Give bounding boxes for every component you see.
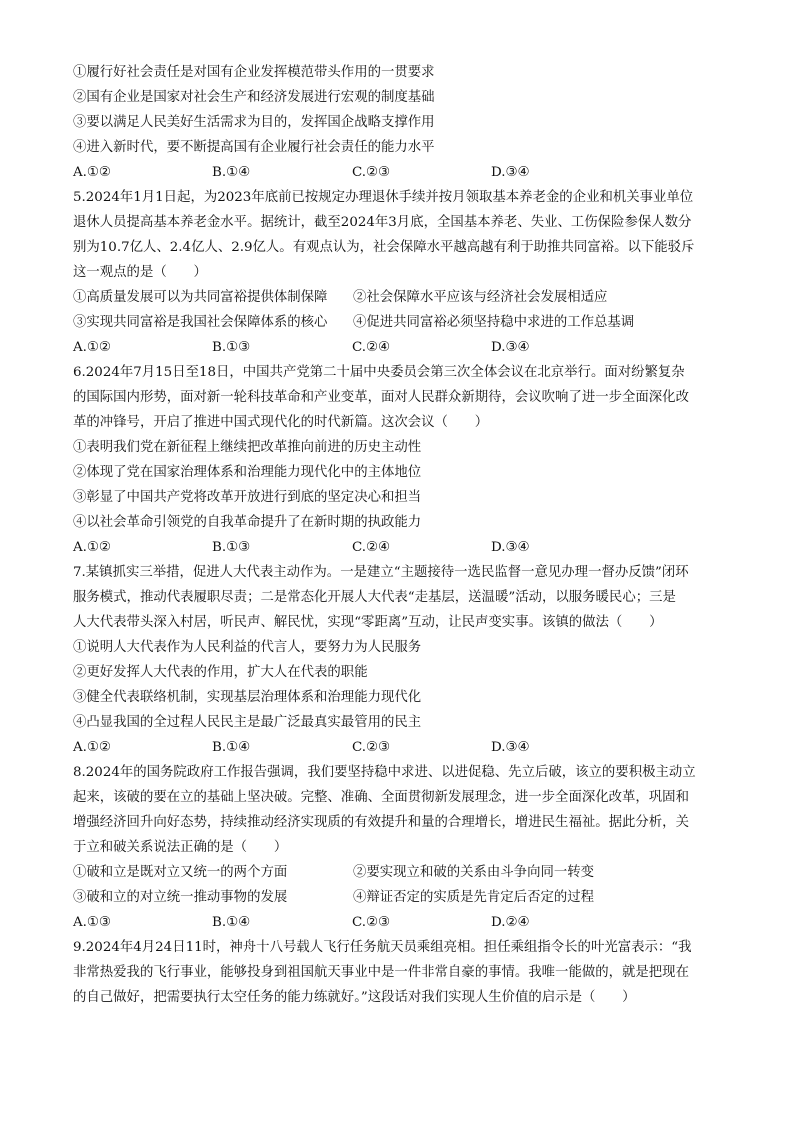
q8-option-a[interactable]: A.①③ bbox=[73, 915, 111, 930]
q6-option-c[interactable]: C.②④ bbox=[352, 540, 391, 555]
q5-option-a[interactable]: A.①② bbox=[73, 340, 111, 355]
q6-stem-line-2: 的国际国内形势，面对新一轮科技革命和产业变革，面对人民群众新期待，会议吹响了进一步全面深化改 bbox=[73, 390, 689, 405]
q5-option-b[interactable]: B.①③ bbox=[212, 340, 251, 355]
q4-item-3: ③要以满足人民美好生活需求为目的，发挥国企战略支撑作用 bbox=[73, 115, 435, 130]
q4-option-c[interactable]: C.②③ bbox=[352, 165, 391, 180]
q5-option-d[interactable]: D.③④ bbox=[491, 340, 530, 355]
q8-item-2: ②要实现立和破的关系由斗争向同一转变 bbox=[353, 865, 595, 880]
q5-item-3: ③实现共同富裕是我国社会保障体系的核心 bbox=[73, 315, 328, 330]
q6-item-2: ②体现了党在国家治理体系和治理能力现代化中的主体地位 bbox=[73, 465, 422, 480]
q7-item-1: ①说明人大代表作为人民利益的代言人，要努力为人民服务 bbox=[73, 640, 422, 655]
q8-stem-line-2: 起来，该破的要在立的基础上坚决破。完整、准确、全面贯彻新发展理念，进一步全面深化改革，巩固和 bbox=[73, 790, 689, 805]
q4-option-d[interactable]: D.③④ bbox=[491, 165, 530, 180]
q5-item-1: ①高质量发展可以为共同富裕提供体制保障 bbox=[73, 290, 328, 305]
q6-stem-line-3: 革的冲锋号，开启了推进中国式现代化的时代新篇。这次会议（ ） bbox=[73, 415, 489, 430]
q7-stem-line-1: 7.某镇抓实三举措，促进人大代表主动作为。一是建立“主题接待一选民监督一意见办理一督办反馈”闭环 bbox=[73, 565, 689, 580]
q6-item-3: ③彰显了中国共产党将改革开放进行到底的坚定决心和担当 bbox=[73, 490, 422, 505]
q8-stem-line-4: 于立和破关系说法正确的是（ ） bbox=[73, 840, 288, 855]
q4-item-2: ②国有企业是国家对社会生产和经济发展进行宏观的制度基础 bbox=[73, 90, 435, 105]
q5-stem-line-2: 退休人员提高基本养老金水平。据统计，截至2024年3月底，全国基本养老、失业、工伤保险参保人数分 bbox=[73, 215, 692, 230]
q8-option-d[interactable]: D.②④ bbox=[491, 915, 530, 930]
q7-option-c[interactable]: C.②③ bbox=[352, 740, 391, 755]
q8-option-c[interactable]: C.②③ bbox=[352, 915, 391, 930]
q7-option-d[interactable]: D.③④ bbox=[491, 740, 530, 755]
q5-stem-line-3: 别为10.7亿人、2.4亿人、2.9亿人。有观点认为，社会保障水平越高越有利于助推共同富裕。以下能驳斥 bbox=[73, 240, 695, 255]
q5-stem-line-4: 这一观点的是（ ） bbox=[73, 265, 207, 280]
q8-item-4: ④辩证否定的实质是先肯定后否定的过程 bbox=[353, 890, 595, 905]
q8-stem-line-1: 8.2024年的国务院政府工作报告强调，我们要坚持稳中求进、以进促稳、先立后破，该立的要积极主动立 bbox=[73, 765, 696, 780]
q9-stem-line-3: 的自己做好，把需要执行太空任务的能力练就好。”这段话对我们实现人生价值的启示是（ ） bbox=[73, 990, 636, 1005]
q6-option-d[interactable]: D.③④ bbox=[491, 540, 530, 555]
q7-item-4: ④凸显我国的全过程人民民主是最广泛最真实最管用的民主 bbox=[73, 715, 422, 730]
q9-stem-line-1: 9.2024年4月24日11时，神舟十八号载人飞行任务航天员乘组亮相。担任乘组指令长的叶光富表示：“我 bbox=[73, 940, 692, 955]
q7-option-b[interactable]: B.①④ bbox=[212, 740, 251, 755]
q8-item-1: ①破和立是既对立又统一的两个方面 bbox=[73, 865, 288, 880]
q4-item-4: ④进入新时代，要不断提高国有企业履行社会责任的能力水平 bbox=[73, 140, 435, 155]
q6-item-4: ④以社会革命引领党的自我革命提升了在新时期的执政能力 bbox=[73, 515, 422, 530]
q7-stem-line-2: 服务模式，推动代表履职尽责；二是常态化开展人大代表“走基层，送温暖”活动，以服务暖民心；三是 bbox=[73, 590, 676, 605]
q6-option-b[interactable]: B.①③ bbox=[212, 540, 251, 555]
q4-item-1: ①履行好社会责任是对国有企业发挥模范带头作用的一贯要求 bbox=[73, 65, 435, 80]
q6-item-1: ①表明我们党在新征程上继续把改革推向前进的历史主动性 bbox=[73, 440, 422, 455]
q5-option-c[interactable]: C.②④ bbox=[352, 340, 391, 355]
q6-stem-line-1: 6.2024年7月15日至18日，中国共产党第二十届中央委员会第三次全体会议在北京举行。面对纷繁复杂 bbox=[73, 365, 685, 380]
q5-stem-line-1: 5.2024年1月1日起，为2023年底前已按规定办理退休手续并按月领取基本养老金的企业和机关事业单位 bbox=[73, 190, 694, 205]
q4-option-a[interactable]: A.①② bbox=[73, 165, 111, 180]
q8-option-b[interactable]: B.①④ bbox=[212, 915, 251, 930]
q4-option-b[interactable]: B.①④ bbox=[212, 165, 251, 180]
q8-item-3: ③破和立的对立统一推动事物的发展 bbox=[73, 890, 288, 905]
q6-option-a[interactable]: A.①② bbox=[73, 540, 111, 555]
q5-item-2: ②社会保障水平应该与经济社会发展相适应 bbox=[353, 290, 608, 305]
q7-stem-line-3: 人大代表带头深入村居，听民声、解民忧，实现“零距离”互动，让民声变实事。该镇的做法（ ） bbox=[73, 615, 663, 630]
q7-item-2: ②更好发挥人大代表的作用，扩大人在代表的职能 bbox=[73, 665, 368, 680]
q7-item-3: ③健全代表联络机制，实现基层治理体系和治理能力现代化 bbox=[73, 690, 422, 705]
q8-stem-line-3: 增强经济回升向好态势，持续推动经济实现质的有效提升和量的合理增长，增进民生福祉。据此分析，关 bbox=[73, 815, 689, 830]
q7-option-a[interactable]: A.①② bbox=[73, 740, 111, 755]
q5-item-4: ④促进共同富裕必须坚持稳中求进的工作总基调 bbox=[353, 315, 635, 330]
q9-stem-line-2: 非常热爱我的飞行事业，能够投身到祖国航天事业中是一件非常自豪的事情。我唯一能做的，就是把现在 bbox=[73, 965, 689, 980]
